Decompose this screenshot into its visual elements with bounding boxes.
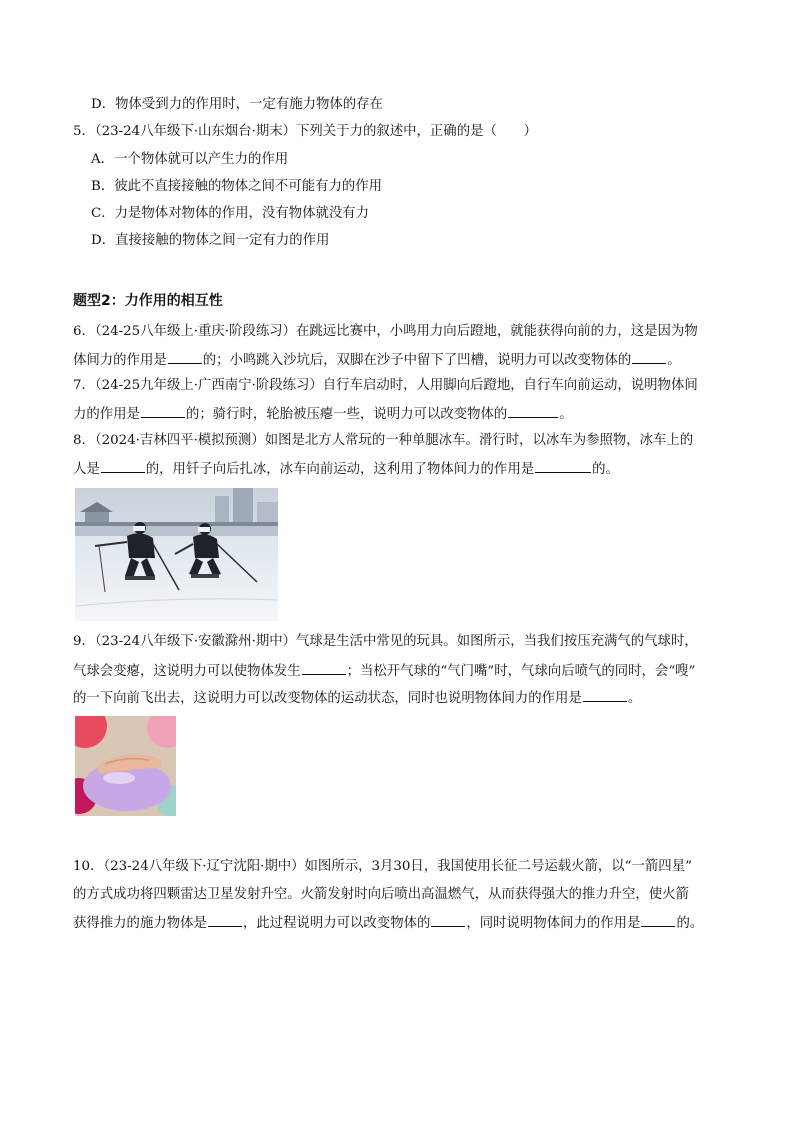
q8-text-c: 的。 xyxy=(592,462,619,477)
ice-sled-illustration xyxy=(75,488,278,621)
q8-text-b: 的，用钎子向后扎冰，冰车向前运动，这利用了物体间力的作用是 xyxy=(145,462,535,477)
q9-text-b: ；当松开气球的“气门嘴”时，气球向后喷气的同时，会“嗖” xyxy=(346,664,696,679)
q7-blank-2[interactable] xyxy=(508,404,558,418)
q8-line1: 8．（2024·吉林四平·模拟预测）如图是北方人常玩的一种单腿冰车。滑行时，以冰车为参照物，冰车上的 xyxy=(73,433,694,448)
q5-option-d: D．直接接触的物体之间一定有力的作用 xyxy=(91,233,330,248)
q6-text-c: 。 xyxy=(667,353,681,368)
q7-blank-1[interactable] xyxy=(141,404,185,418)
q10-line3 xyxy=(73,913,703,933)
q10-text-a: 获得推力的施力物体是 xyxy=(73,916,207,931)
q5-stem: 5．（23-24八年级下·山东烟台·期末）下列关于力的叙述中，正确的是（ ） xyxy=(73,124,538,139)
q6-blank-2[interactable] xyxy=(632,350,666,364)
q7-line2 xyxy=(73,404,573,424)
q6-line2 xyxy=(73,350,681,370)
q10-line1: 10．（23-24八年级下·辽宁沈阳·期中）如图所示，3月30日，我国使用长征二号运载火箭，以“一箭四星” xyxy=(73,859,692,874)
q5-option-c: C．力是物体对物体的作用，没有物体就没有力 xyxy=(91,206,370,221)
q10-blank-2[interactable] xyxy=(431,913,465,927)
q9-line3 xyxy=(73,688,641,708)
balloon-illustration xyxy=(75,716,176,816)
q6-text-a: 体间力的作用是 xyxy=(73,353,167,368)
q7-text-c: 。 xyxy=(559,407,573,422)
q10-line2: 的方式成功将四颗雷达卫星发射升空。火箭发射时向后喷出高温燃气，从而获得强大的推力升空，使火箭 xyxy=(73,887,689,902)
q8-text-a: 人是 xyxy=(73,462,100,477)
q9-line2 xyxy=(73,661,695,681)
q7-line1: 7．（24-25九年级上·广西南宁·阶段练习）自行车启动时，人用脚向后蹬地，自行车向前运动，说明物体间 xyxy=(73,378,698,393)
q8-line2 xyxy=(73,459,619,479)
q9-blank-1[interactable] xyxy=(302,661,346,675)
q7-text-b: 的；骑行时，轮胎被压瘪一些，说明力可以改变物体的 xyxy=(185,407,508,422)
q10-text-c: ，同时说明物体间力的作用是 xyxy=(466,916,641,931)
q9-line1: 9．（23-24八年级下·安徽滁州·期中）气球是生活中常见的玩具。如图所示，当我们按压充满气的气球时， xyxy=(73,634,698,649)
balloon-photo xyxy=(75,716,176,816)
q6-line1: 6．（24-25八年级上·重庆·阶段练习）在跳远比赛中，小鸣用力向后蹬地，就能获得向前的力，这是因为物 xyxy=(73,324,698,339)
q9-text-a: 气球会变瘪，这说明力可以使物体发生 xyxy=(73,664,301,679)
q7-text-a: 力的作用是 xyxy=(73,407,140,422)
ice-sled-photo xyxy=(75,488,278,621)
q10-text-d: 的。 xyxy=(676,916,704,931)
q8-blank-2[interactable] xyxy=(535,459,591,473)
q5-option-a: A．一个物体就可以产生力的作用 xyxy=(91,152,289,167)
q9-text-c: 的一下向前飞出去，这说明力可以改变物体的运动状态，同时也说明物体间力的作用是 xyxy=(73,691,582,706)
q6-blank-1[interactable] xyxy=(168,350,202,364)
q6-text-b: 的；小鸣跳入沙坑后，双脚在沙子中留下了凹槽，说明力可以改变物体的 xyxy=(202,353,632,368)
q8-blank-1[interactable] xyxy=(101,459,145,473)
q9-text-d: 。 xyxy=(627,691,642,706)
q10-blank-3[interactable] xyxy=(641,913,675,927)
section-heading: 题型2：力作用的相互性 xyxy=(73,293,223,309)
q10-text-b: ，此过程说明力可以改变物体的 xyxy=(242,916,431,931)
q9-blank-2[interactable] xyxy=(583,688,627,702)
q4-option-d: D．物体受到力的作用时，一定有施力物体的存在 xyxy=(91,97,383,112)
q5-option-b: B．彼此不直接接触的物体之间不可能有力的作用 xyxy=(91,179,383,194)
q10-blank-1[interactable] xyxy=(208,913,242,927)
